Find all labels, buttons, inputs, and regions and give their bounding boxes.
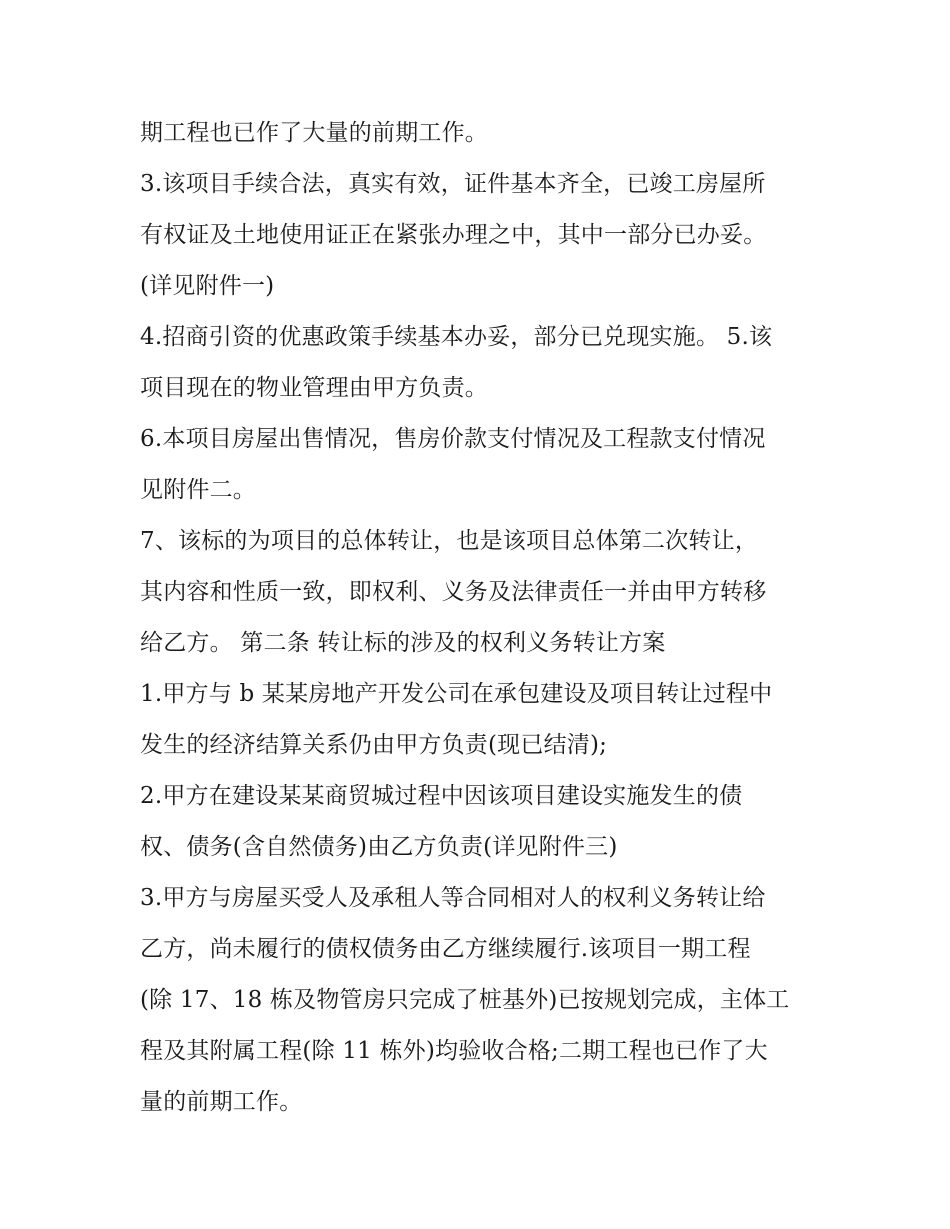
text-line: (除 17、18 栋及物管房只完成了桩基外)已按规划完成，主体工	[140, 987, 790, 1013]
text-line: 项目现在的物业管理由甲方负责。	[140, 375, 488, 401]
text-line: 7、该标的为项目的总体转让，也是该项目总体第二次转让，	[140, 528, 759, 554]
text-line: 期工程也已作了大量的前期工作。	[140, 120, 488, 146]
document-body	[140, 108, 820, 1128]
text-line: 程及其附属工程(除 11 栋外)均验收合格;二期工程也已作了大	[140, 1038, 768, 1064]
text-line: 6.本项目房屋出售情况，售房价款支付情况及工程款支付情况	[140, 426, 766, 452]
text-line: 给乙方。 第二条 转让标的涉及的权利义务转让方案	[140, 630, 666, 656]
text-line: 权、债务(含自然债务)由乙方负责(详见附件三)	[140, 834, 618, 860]
text-line: 2.甲方在建设某某商贸城过程中因该项目建设实施发生的债	[140, 783, 743, 809]
text-line: 3.该项目手续合法，真实有效，证件基本齐全，已竣工房屋所	[140, 171, 766, 197]
text-line: 有权证及土地使用证正在紧张办理之中，其中一部分已办妥。	[140, 222, 767, 248]
text-line: 4.招商引资的优惠政策手续基本办妥，部分已兑现实施。 5.该	[140, 324, 773, 350]
text-line: 1.甲方与 b 某某房地产开发公司在承包建设及项目转让过程中	[140, 681, 773, 707]
text-line: 见附件二。	[140, 477, 256, 503]
text-line: 乙方，尚未履行的债权债务由乙方继续履行.该项目一期工程	[140, 936, 751, 962]
text-line: (详见附件一)	[140, 273, 275, 299]
text-line: 3.甲方与房屋买受人及承租人等合同相对人的权利义务转让给	[140, 885, 766, 911]
text-line: 其内容和性质一致，即权利、义务及法律责任一并由甲方转移	[140, 579, 767, 605]
text-line: 量的前期工作。	[140, 1089, 303, 1115]
text-line: 发生的经济结算关系仍由甲方负责(现已结清);	[140, 732, 608, 758]
